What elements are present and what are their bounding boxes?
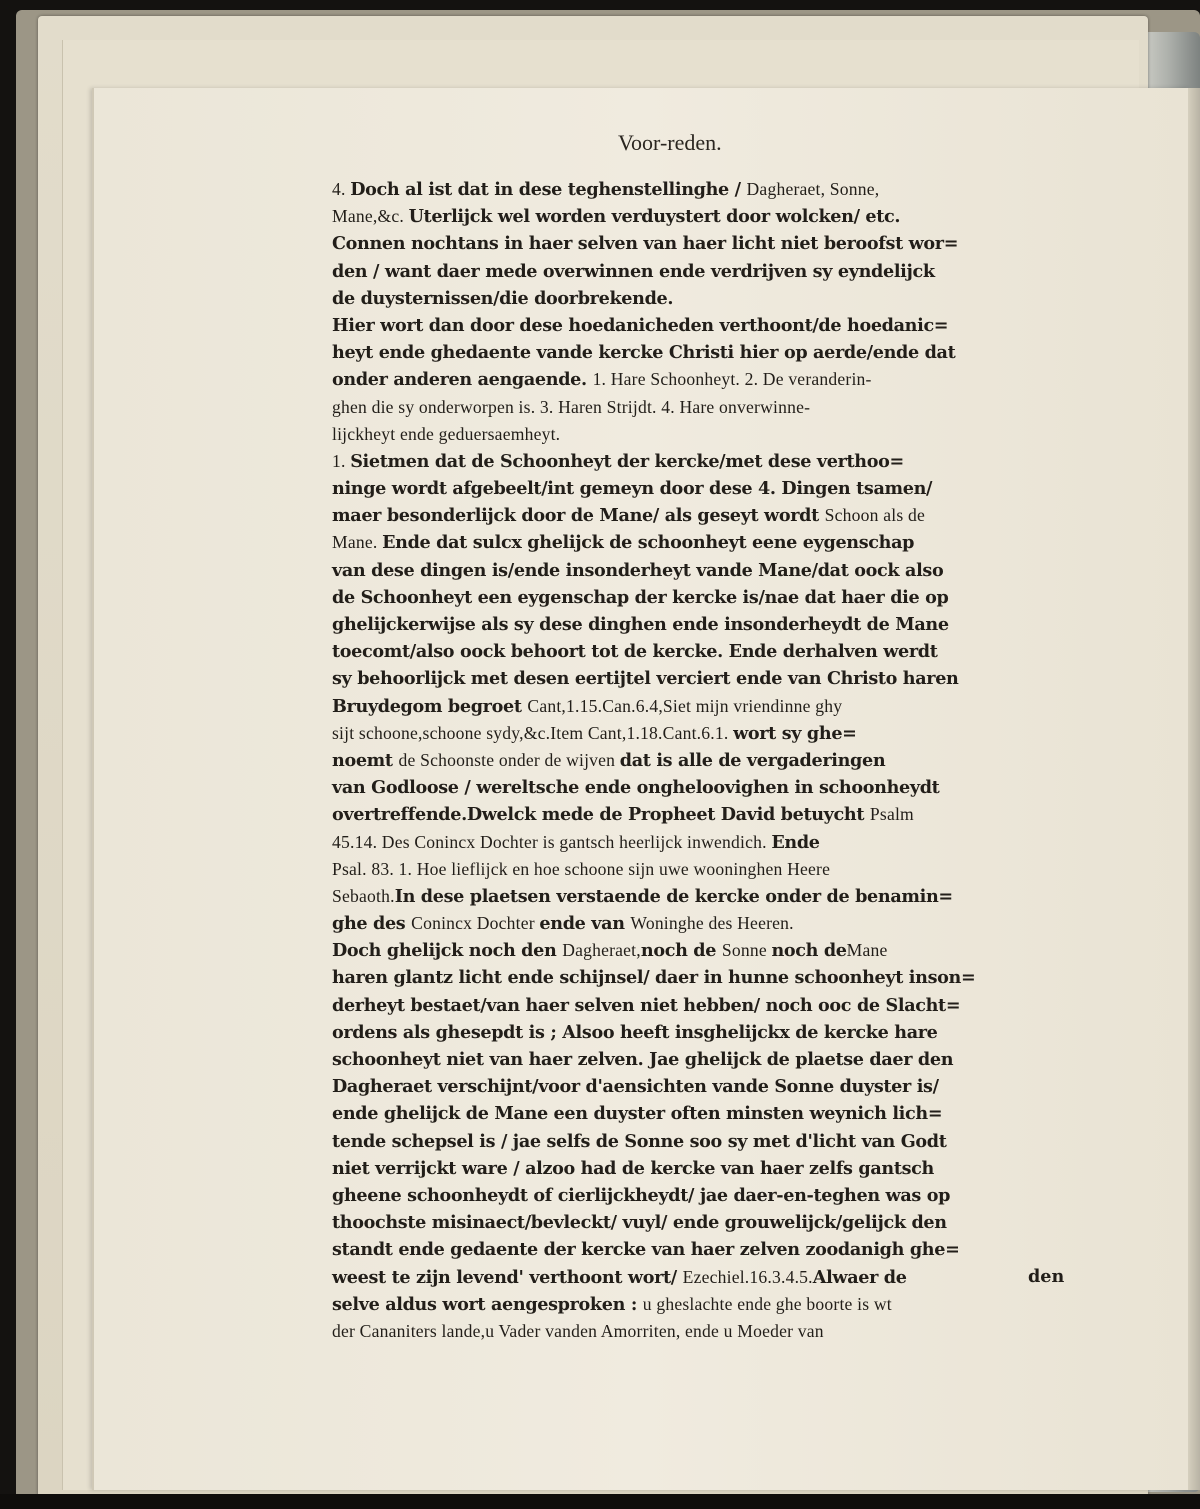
blackletter-text: Ende dat sulcx ghelijck de schoonheyt eene eygenschap [382, 532, 915, 554]
roman-text: Sonne [721, 940, 772, 961]
text-line [332, 964, 1052, 991]
blackletter-text: ghelijckerwijse als sy dese dinghen ende insonderheydt de Mane [332, 614, 949, 635]
roman-text: Mane. [332, 532, 383, 553]
roman-text: Conincx Dochter [411, 913, 540, 934]
text-line [332, 801, 1052, 828]
text-line [332, 1209, 1052, 1236]
roman-text: Ezechiel.16.3.4.5. [682, 1266, 813, 1287]
blackletter-text: Uterlijck wel worden verduystert door wolcken/ etc. [408, 206, 901, 228]
blackletter-text: heyt ende ghedaente vande kercke Christi hier op aerde/ende dat [332, 342, 956, 364]
blackletter-text: gheene schoonheydt of cierlijckheydt/ jae daer-en-teghen was op [332, 1184, 951, 1206]
running-title: Voor-reden. [618, 130, 722, 155]
blackletter-text: ghe des [332, 913, 412, 935]
blackletter-text: haren glantz licht ende schijnsel/ daer in hunne schoonheyt inson= [332, 967, 976, 989]
text-line [332, 475, 1052, 502]
blackletter-text: derheyt bestaet/van haer selven niet hebben/ noch ooc de Slacht= [332, 994, 961, 1016]
text-line [332, 1073, 1052, 1100]
roman-text: ghen die sy onderworpen is. 3. Haren Strijdt. 4. Hare onverwinne- [332, 396, 811, 417]
roman-text: de Schoonste onder de wijven [398, 749, 620, 770]
roman-text: Schoon als de [824, 505, 925, 526]
blackletter-text: maer besonderlijck door de Mane/ als geseyt wordt [332, 505, 825, 527]
roman-text: Psalm [869, 804, 914, 825]
catchword: den [1028, 1266, 1065, 1287]
blackletter-text: de Schoonheyt een eygenschap der kercke is/nae dat haer die op [332, 586, 949, 608]
text-line [332, 883, 1052, 910]
roman-text: 4. [332, 179, 351, 199]
text-line [332, 1100, 1052, 1127]
text-line [332, 1046, 1052, 1073]
blackletter-text: schoonheyt niet van haer zelven. Jae ghelijck de plaetse daer den [332, 1049, 954, 1070]
blackletter-text: noch de [640, 940, 722, 962]
text-line [332, 258, 1052, 285]
blackletter-text: Connen nochtans in haer selven van haer licht niet beroofst wor= [332, 233, 959, 255]
blackletter-text: Hier wort dan door dese hoedanicheden verthoont/de hoedanic= [332, 314, 949, 336]
text-line [332, 910, 1052, 937]
roman-text: Cant,1.15.Can.6.4,Siet mijn vriendinne ghy [527, 695, 843, 716]
text-line [332, 312, 1052, 339]
blackletter-text: niet verrijckt ware / alzoo had de kercke van haer zelfs gantsch [332, 1157, 934, 1179]
blackletter-text: de duysternissen/die doorbrekende. [332, 287, 674, 309]
text-line [332, 448, 1052, 475]
text-line [332, 529, 1052, 556]
roman-text: der Cananiters lande,u Vader vanden Amorriten, ende u Moeder van [332, 1320, 824, 1341]
blackletter-text: In dese plaetsen verstaende de kercke onder de benamin= [394, 885, 953, 907]
blackletter-text: toecomt/also oock behoort tot de kercke. Ende derhalven werdt [332, 641, 938, 663]
blackletter-text: Doch ghelijck noch den [332, 940, 563, 962]
blackletter-text: ende van [539, 913, 631, 935]
text-line [332, 1236, 1052, 1263]
blackletter-text: onder anderen aengaende. [332, 369, 593, 391]
blackletter-text: ninge wordt afgebeelt/int gemeyn door dese 4. Dingen tsamen/ [332, 478, 933, 500]
text-line [332, 992, 1052, 1019]
text-line [332, 720, 1052, 747]
text-line [332, 693, 1052, 720]
blackletter-text: noemt [332, 749, 399, 771]
page-fold [1188, 88, 1200, 1490]
roman-text: Dagheraet, Sonne, [746, 179, 880, 199]
roman-text: Woninghe des Heeren. [630, 913, 794, 934]
blackletter-text: den / want daer mede overwinnen ende verdrijven sy eyndelijck [332, 260, 935, 282]
roman-text: Dagheraet, [562, 940, 641, 961]
blackletter-text: standt ende gedaente der kercke van haer zelven zoodanigh ghe= [332, 1239, 960, 1261]
text-line [332, 584, 1052, 611]
text-line [332, 829, 1052, 856]
roman-text: Sebaoth. [332, 885, 395, 906]
blackletter-text: dat is alle de vergaderingen [619, 749, 886, 771]
blackletter-text: Ende [771, 831, 820, 853]
text-line [332, 230, 1052, 257]
blackletter-text: ordens als ghesepdt is ; Alsoo heeft insghelijckx de kercke hare [332, 1021, 938, 1043]
text-line [332, 1291, 1052, 1318]
text-line [332, 1019, 1052, 1046]
blackletter-text: thoochste misinaect/bevleckt/ vuyl/ ende grouwelijck/gelijck den [332, 1212, 947, 1234]
text-line [332, 339, 1052, 366]
blackletter-text: sy behoorlijck met desen eertijtel verciert ende van Christo haren [332, 668, 959, 690]
roman-text: 45.14. Des Conincx Dochter is gantsch heerlijck inwendich. [332, 831, 772, 852]
text-line [332, 203, 1052, 230]
roman-text: u gheslachte ende ghe boorte is wt [642, 1293, 892, 1314]
blackletter-text: ende ghelijck de Mane een duyster often minsten weynich lich= [332, 1103, 943, 1125]
blackletter-text: selve aldus wort aengesproken : [332, 1293, 643, 1315]
roman-text: sijt schoone,schoone sydy,&c.Item Cant,1.18.Cant.6.1. [332, 722, 734, 743]
text-line [332, 502, 1052, 529]
text-line [332, 176, 1052, 203]
text-line [332, 638, 1052, 665]
blackletter-text: wort sy ghe= [733, 722, 857, 744]
blackletter-text: Alwaer de [812, 1266, 907, 1288]
roman-text: lijckheyt ende geduersaemheyt. [332, 423, 561, 444]
text-line [332, 1318, 1052, 1345]
text-line [332, 1128, 1052, 1155]
blackletter-text: Bruydegom begroet [332, 695, 528, 717]
blackletter-text: Sietmen dat de Schoonheyt der kercke/met dese verthoo= [350, 450, 904, 472]
blackletter-text: Dagheraet verschijnt/voor d'aensichten vande Sonne duyster is/ [332, 1076, 939, 1098]
text-line [332, 747, 1052, 774]
roman-text: Mane [846, 940, 888, 961]
text-line [332, 1182, 1052, 1209]
roman-text: Psal. 83. 1. Hoe lieflijck en hoe schoone sijn uwe wooninghen Heere [332, 858, 831, 879]
blackletter-text: noch de [771, 940, 847, 962]
text-line [332, 856, 1052, 883]
text-line [332, 366, 1052, 393]
blackletter-text: Doch al ist dat in dese teghenstellinghe / [350, 179, 747, 200]
roman-text: 1. [332, 450, 351, 471]
blackletter-text: weest te zijn levend' verthoont wort/ [332, 1266, 683, 1288]
blackletter-text: tende schepsel is / jae selfs de Sonne soo sy met d'licht van Godt [332, 1130, 947, 1152]
text-line [332, 1155, 1052, 1182]
text-line [332, 1264, 1052, 1291]
blackletter-text: van dese dingen is/ende insonderheyt vande Mane/dat oock also [332, 559, 944, 581]
text-line [332, 557, 1052, 584]
text-line [332, 394, 1052, 421]
text-line [332, 937, 1052, 964]
roman-text: 1. Hare Schoonheyt. 2. De veranderin- [592, 369, 872, 390]
text-line [332, 774, 1052, 801]
text-line [332, 285, 1052, 312]
blackletter-text: van Godloose / wereltsche ende ongheloovighen in schoonheydt [332, 777, 940, 799]
scan-bottom-edge [0, 1494, 1200, 1509]
text-line [332, 665, 1052, 692]
text-line [332, 421, 1052, 448]
blackletter-text: overtreffende.Dwelck mede de Propheet David betuycht [332, 804, 870, 826]
roman-text: Mane,&c. [332, 206, 409, 227]
text-line [332, 611, 1052, 638]
body-text [332, 176, 1052, 1345]
